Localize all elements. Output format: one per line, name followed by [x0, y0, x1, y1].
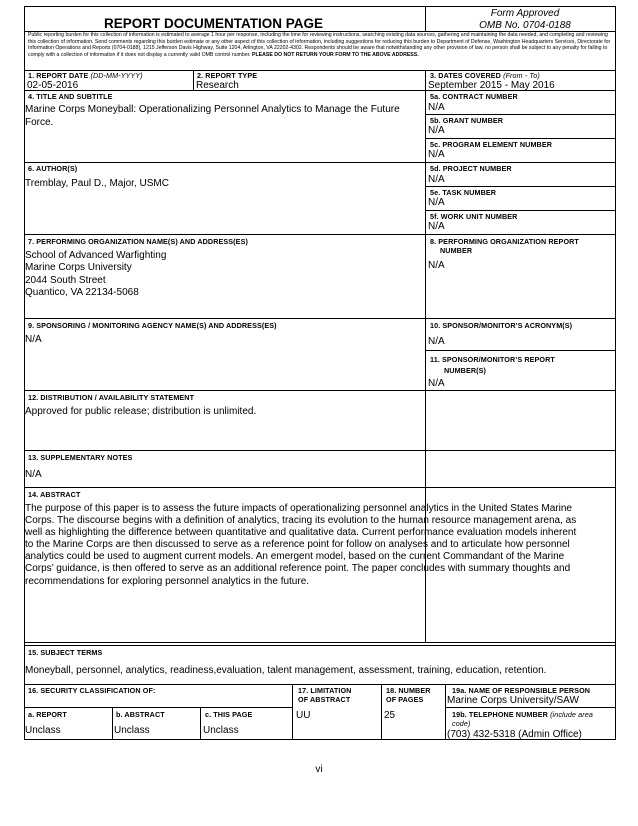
abstract-label: 14. ABSTRACT: [28, 490, 81, 499]
org-report-label-1: 8. PERFORMING ORGANIZATION REPORT: [430, 237, 579, 246]
report-documentation-form: [24, 6, 616, 740]
abstract-line: Corps. The discourse begins with a definition of analytics, tracing its evolution to the human resource management arena, as: [25, 515, 577, 527]
sponsor-report-field[interactable]: N/A: [428, 378, 445, 389]
page-title: REPORT DOCUMENTATION PAGE: [104, 16, 323, 31]
contract-field[interactable]: N/A: [428, 102, 445, 113]
header-divider: [425, 6, 426, 31]
abstract-line: well as highlighting the difference between quantitative and qualitative data. Current performance evaluation models inherent: [25, 527, 577, 539]
rule-5b: [425, 138, 616, 139]
sponsor-label: 9. SPONSORING / MONITORING AGENCY NAME(S) AND ADDRESS(ES): [28, 321, 277, 330]
row-rule-9b: [24, 645, 616, 646]
work-unit-field[interactable]: N/A: [428, 221, 445, 232]
limitation-field[interactable]: UU: [296, 710, 311, 721]
dates-covered-format: (From - To): [503, 71, 540, 80]
abstract-line: Corps’ guidance, is then offered to serve as an additional reference point. The paper concludes with summary thoughts and: [25, 563, 571, 575]
subject-label: 15. SUBJECT TERMS: [28, 648, 103, 657]
grant-label: 5b. GRANT NUMBER: [430, 116, 504, 125]
acronym-label: 10. SPONSOR/MONITOR’S ACRONYM(S): [430, 321, 573, 330]
title-line-1[interactable]: Marine Corps Moneyball: Operationalizing Personnel Analytics to Manage the Future: [25, 104, 400, 115]
org-report-label-2: NUMBER: [440, 246, 473, 255]
row-rule-3: [24, 162, 616, 163]
supplementary-label: 13. SUPPLEMENTARY NOTES: [28, 453, 133, 462]
abstract-class-field[interactable]: Unclass: [114, 725, 150, 736]
work-unit-label: 5f. WORK UNIT NUMBER: [430, 212, 518, 221]
row-rule-7: [24, 450, 616, 451]
burden-text: Public reporting burden for this collection of information is estimated to average 1 hour per response, including the time for reviewing instructions, searching existing data sources, gathering and maintaining the data needed, and completing and reviewing this collection of information. Send comments regarding this burden estimate or any other aspect of this collection of information, including suggestions for reducing this burden to Department of Defense, Washington Headquarters Services, Directorate for Information Operations and Reports (0704-0188), 1215 Jefferson Davis Highway, Suite 1204, Arlington, VA 22202-4302. Respondents should be aware that notwithstanding any other provision of law, no person shall be subject to any penalty for failing to comply with a collection of information if it does not display a currently valid OMB control number.: [28, 32, 611, 58]
row-rule-8: [24, 487, 616, 488]
pages-label-1: 18. NUMBER: [386, 686, 431, 695]
author-field[interactable]: Tremblay, Paul D., Major, USMC: [25, 178, 169, 189]
sponsor-report-label-1: 11. SPONSOR/MONITOR’S REPORT: [430, 355, 555, 364]
phone-label: 19b. TELEPHONE NUMBER (include area: [452, 710, 593, 719]
divider-17-18: [381, 684, 382, 740]
divider-a-b: [112, 707, 113, 740]
page-class-label: c. THIS PAGE: [205, 710, 253, 719]
acronym-field[interactable]: N/A: [428, 336, 445, 347]
row-rule-2: [24, 90, 616, 91]
abstract-line: The purpose of this paper is to assess the future impacts of operationalizing personnel analytics in the United States Marine: [25, 503, 572, 514]
page-class-field[interactable]: Unclass: [203, 725, 239, 736]
row-rule-6: [24, 390, 616, 391]
burden-statement: [28, 32, 612, 58]
limitation-label-1: 17. LIMITATION: [298, 686, 352, 695]
divider-1-2: [193, 70, 194, 90]
report-date-label: 1. REPORT DATE (DD-MM-YYYY): [28, 71, 143, 80]
report-type-label: 2. REPORT TYPE: [197, 71, 258, 80]
divider-16-17: [292, 684, 293, 740]
rule-10: [425, 350, 616, 351]
report-class-field[interactable]: Unclass: [25, 725, 61, 736]
abstract-line: to the Marine Corps are then discussed to serve as a reference point for follow on analyses and to articulate how personnel: [25, 539, 570, 551]
security-label: 16. SECURITY CLASSIFICATION OF:: [28, 686, 156, 695]
rule-5d: [425, 186, 616, 187]
report-date-field[interactable]: 02-05-2016: [27, 80, 79, 91]
org-line-4[interactable]: Quantico, VA 22134-5068: [25, 287, 139, 298]
distribution-field[interactable]: Approved for public release; distribution is unlimited.: [25, 406, 257, 417]
row-rule-9: [24, 642, 616, 643]
org-line-1[interactable]: School of Advanced Warfighting: [25, 250, 167, 261]
org-label: 7. PERFORMING ORGANIZATION NAME(S) AND ADDRESS(ES): [28, 237, 248, 246]
rule-5e: [425, 210, 616, 211]
supplementary-field[interactable]: N/A: [25, 469, 42, 480]
task-label: 5e. TASK NUMBER: [430, 188, 497, 197]
sponsor-report-label-2: NUMBER(S): [444, 366, 487, 375]
subject-field[interactable]: Moneyball, personnel, analytics, readiness,evaluation, talent management, assessment, training, education, retention.: [25, 665, 547, 676]
author-label: 6. AUTHOR(S): [28, 164, 78, 173]
divider-18-19: [445, 684, 446, 740]
phone-note-2: code): [452, 719, 471, 728]
org-line-2[interactable]: Marine Corps University: [25, 262, 132, 273]
distribution-label: 12. DISTRIBUTION / AVAILABILITY STATEMENT: [28, 393, 195, 402]
row-rule-5: [24, 318, 616, 319]
responsible-label: 19a. NAME OF RESPONSIBLE PERSON: [452, 686, 591, 695]
dates-covered-label: 3. DATES COVERED (From - To): [430, 71, 540, 80]
abstract-field[interactable]: [25, 503, 615, 588]
report-date-format: (DD-MM-YYYY): [90, 71, 143, 80]
org-line-3[interactable]: 2044 South Street: [25, 275, 106, 286]
phone-note-1: (include area: [550, 710, 593, 719]
burden-warning: PLEASE DO NOT RETURN YOUR FORM TO THE ABOVE ADDRESS.: [252, 51, 419, 58]
program-label: 5c. PROGRAM ELEMENT NUMBER: [430, 140, 553, 149]
omb-number: OMB No. 0704-0188: [479, 20, 571, 31]
divider-b-c: [200, 707, 201, 740]
abstract-class-label: b. ABSTRACT: [116, 710, 165, 719]
report-type-field[interactable]: Research: [196, 80, 239, 91]
rule-19-sub: [445, 707, 616, 708]
project-label: 5d. PROJECT NUMBER: [430, 164, 512, 173]
row-rule-4: [24, 234, 616, 235]
project-field[interactable]: N/A: [428, 174, 445, 185]
omb-box: [440, 8, 610, 32]
report-class-label: a. REPORT: [28, 710, 67, 719]
pages-label-2: OF PAGES: [386, 695, 424, 704]
row-rule-10: [24, 684, 616, 685]
phone-field[interactable]: (703) 432-5318 (Admin Office): [447, 729, 582, 740]
responsible-field[interactable]: Marine Corps University/SAW: [447, 695, 579, 706]
task-field[interactable]: N/A: [428, 197, 445, 208]
grant-field[interactable]: N/A: [428, 125, 445, 136]
abstract-line: analytics could be used to augment current models. An emergent model, based on the current Commandant of the Marine: [25, 551, 565, 563]
rule-16-sub: [24, 707, 292, 708]
org-report-field[interactable]: N/A: [428, 260, 445, 271]
limitation-label-2: OF ABSTRACT: [298, 695, 351, 704]
rule-5a: [425, 114, 616, 115]
program-field[interactable]: N/A: [428, 149, 445, 160]
contract-label: 5a. CONTRACT NUMBER: [430, 92, 518, 101]
sponsor-field[interactable]: N/A: [25, 334, 42, 345]
title-label: 4. TITLE AND SUBTITLE: [28, 92, 113, 101]
page-number: vi: [315, 764, 323, 775]
pages-field[interactable]: 25: [384, 710, 396, 721]
form-approved-label: Form Approved: [490, 8, 560, 19]
title-line-2[interactable]: Force.: [25, 117, 54, 128]
abstract-line: recommendations for exploring personnel analytics in the future.: [25, 575, 310, 587]
dates-covered-field[interactable]: September 2015 - May 2016: [428, 80, 555, 91]
